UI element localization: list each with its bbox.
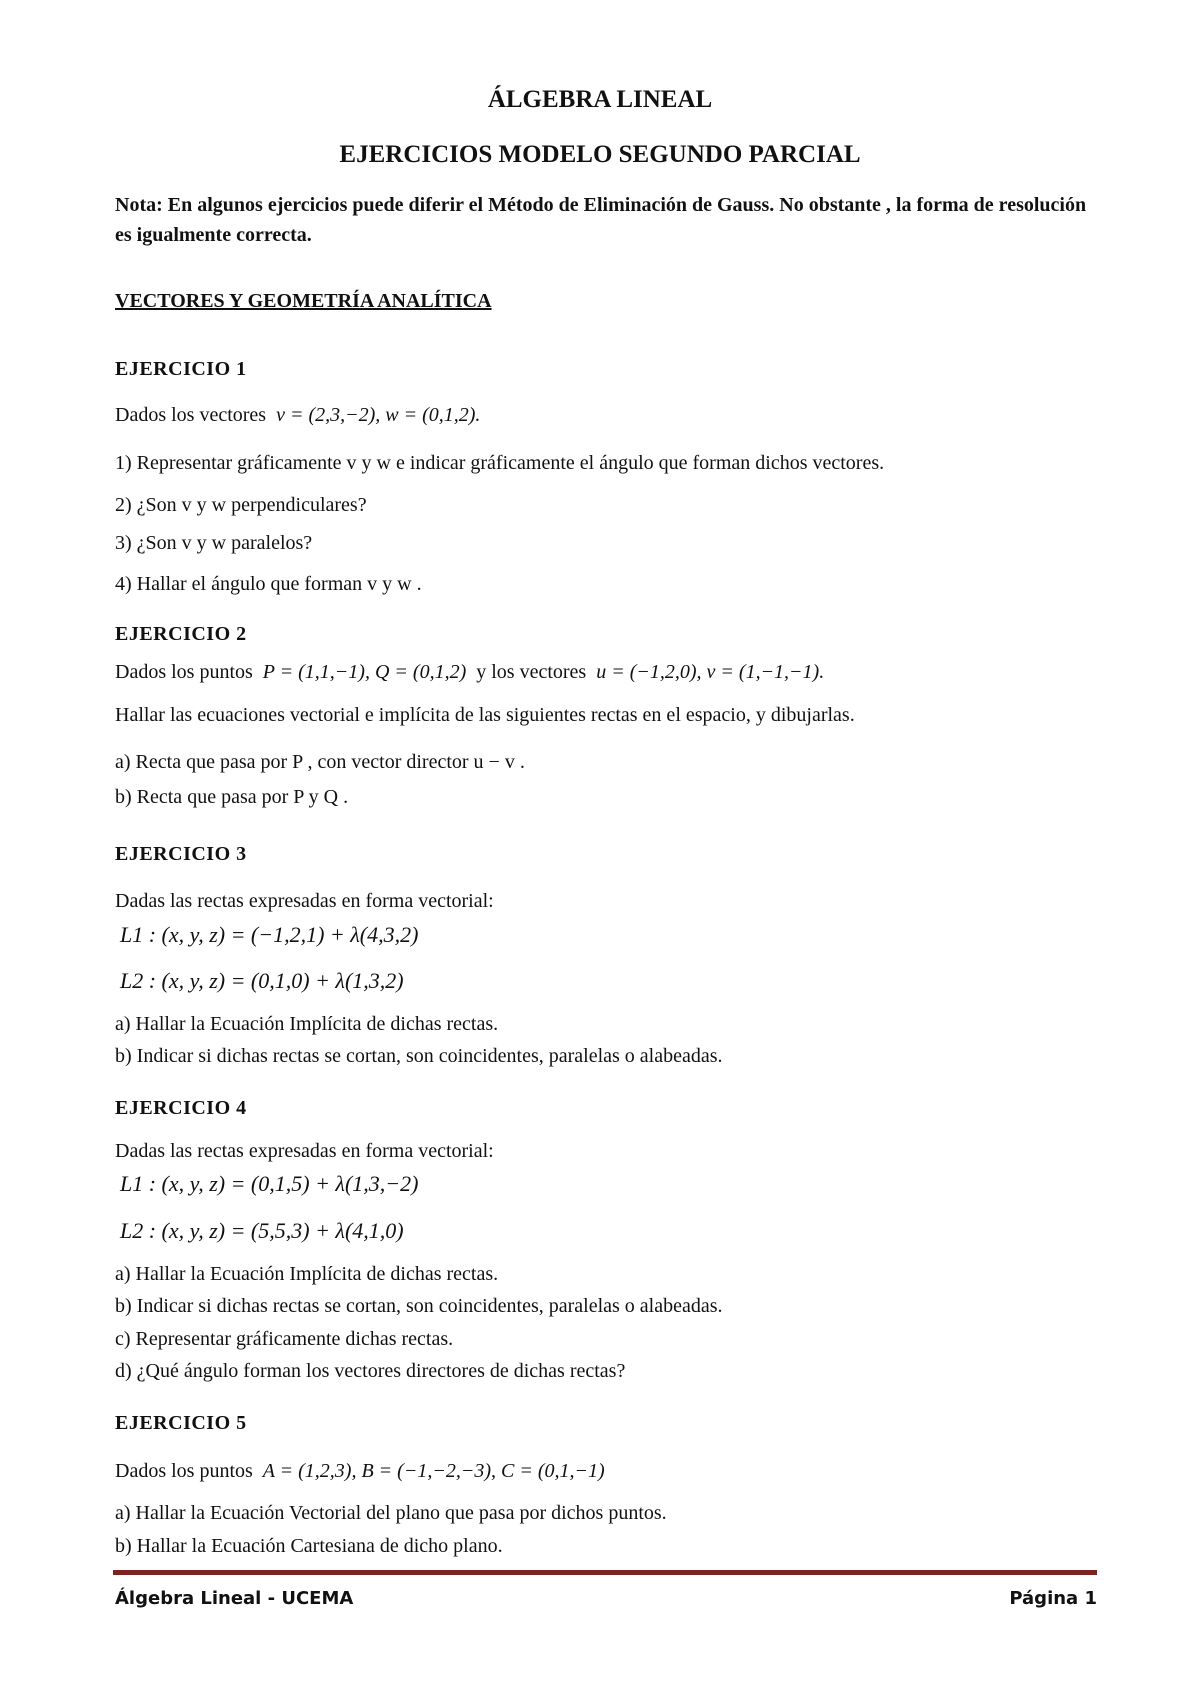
- exercise-2-b: b) Recta que pasa por P y Q .: [115, 786, 349, 808]
- exercise-2-points: P = (1,1,−1), Q = (0,1,2): [262, 661, 467, 683]
- exercise-1-q4: 4) Hallar el ángulo que forman v y w .: [115, 573, 422, 595]
- exercise-5-points: A = (1,2,3), B = (−1,−2,−3), C = (0,1,−1): [262, 1460, 605, 1482]
- exercise-1-vectors: v = (2,3,−2), w = (0,1,2).: [276, 404, 481, 426]
- document-title: ÁLGEBRA LINEAL: [487, 86, 713, 113]
- exercise-5-intro-text: Dados los puntos: [115, 1460, 253, 1482]
- exercise-4-line-1: L1 : (x, y, z) = (0,1,5) + λ(1,3,−2): [120, 1171, 419, 1196]
- exercise-4-intro: Dadas las rectas expresadas en forma vectorial:: [115, 1140, 494, 1162]
- exercise-1-q1: 1) Representar gráficamente v y w e indicar gráficamente el ángulo que forman dichos vectores.: [115, 452, 885, 474]
- exercise-5-a: a) Hallar la Ecuación Vectorial del plano que pasa por dichos puntos.: [115, 1502, 667, 1524]
- exercise-4-c: c) Representar gráficamente dichas rectas.: [115, 1328, 454, 1350]
- exercise-2-vectors: u = (−1,2,0), v = (1,−1,−1).: [596, 661, 825, 683]
- exercise-5-b: b) Hallar la Ecuación Cartesiana de dicho plano.: [115, 1535, 503, 1557]
- exercise-3-a: a) Hallar la Ecuación Implícita de dichas rectas.: [115, 1013, 499, 1035]
- exercise-5-intro: [115, 1460, 605, 1483]
- exercise-2-intro-b: y los vectores: [476, 661, 587, 683]
- exercise-4-line-2: L2 : (x, y, z) = (5,5,3) + λ(4,1,0): [120, 1218, 404, 1243]
- exercise-1-heading: EJERCICIO 1: [115, 358, 247, 380]
- section-heading: VECTORES Y GEOMETRÍA ANALÍTICA: [115, 290, 492, 312]
- document-subtitle: EJERCICIOS MODELO SEGUNDO PARCIAL: [339, 141, 861, 168]
- exercise-2-intro: [115, 661, 824, 684]
- exercise-1-q2: 2) ¿Son v y w perpendiculares?: [115, 494, 367, 516]
- exercise-2-a: a) Recta que pasa por P , con vector director u − v .: [115, 751, 525, 773]
- exercise-3-heading: EJERCICIO 3: [115, 843, 247, 865]
- exercise-1-intro-text: Dados los vectores: [115, 404, 267, 426]
- note-paragraph: Nota: En algunos ejercicios puede diferir el Método de Eliminación de Gauss. No obstante , la forma de resolución es igualmente correcta.: [115, 194, 1087, 246]
- exercise-4-heading: EJERCICIO 4: [115, 1097, 247, 1119]
- footer-divider: [113, 1570, 1097, 1575]
- exercise-2-heading: EJERCICIO 2: [115, 623, 247, 645]
- exercise-3-line-2: L2 : (x, y, z) = (0,1,0) + λ(1,3,2): [120, 968, 404, 993]
- exercise-3-intro: Dadas las rectas expresadas en forma vectorial:: [115, 890, 494, 912]
- exercise-1-intro: [115, 404, 480, 427]
- exercise-3-line-1: L1 : (x, y, z) = (−1,2,1) + λ(4,3,2): [120, 922, 419, 947]
- exercise-4-a: a) Hallar la Ecuación Implícita de dichas rectas.: [115, 1263, 499, 1285]
- exercise-5-heading: EJERCICIO 5: [115, 1412, 247, 1434]
- footer-course: Álgebra Lineal - UCEMA: [115, 1588, 354, 1609]
- exercise-1-q3: 3) ¿Son v y w paralelos?: [115, 532, 313, 554]
- footer-page-number: Página 1: [1009, 1588, 1097, 1609]
- exercise-4-d: d) ¿Qué ángulo forman los vectores directores de dichas rectas?: [115, 1360, 626, 1382]
- exercise-3-b: b) Indicar si dichas rectas se cortan, son coincidentes, paralelas o alabeadas.: [115, 1045, 723, 1067]
- exercise-2-intro-a: Dados los puntos: [115, 661, 253, 683]
- exercise-2-statement: Hallar las ecuaciones vectorial e implícita de las siguientes rectas en el espacio, y dibujarlas.: [115, 704, 855, 726]
- exercise-4-b: b) Indicar si dichas rectas se cortan, son coincidentes, paralelas o alabeadas.: [115, 1295, 723, 1317]
